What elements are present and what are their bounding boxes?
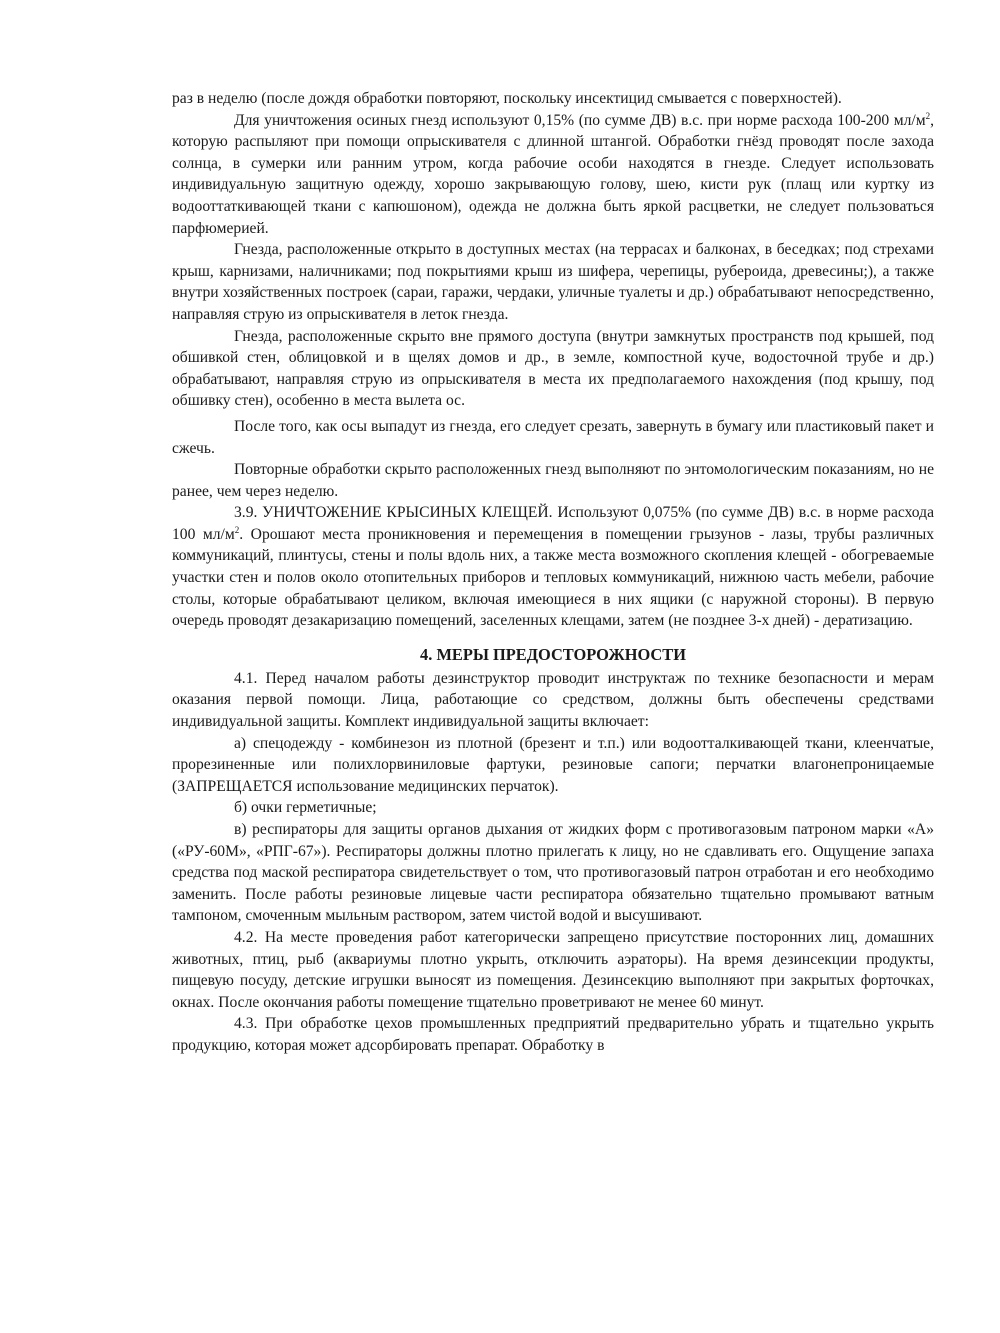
section-title: 4. МЕРЫ ПРЕДОСТОРОЖНОСТИ [420,644,686,664]
paragraph-wasp-nests-rest: , которую распыляют при помощи опрыскивателя с длинной штангой. Обработки гнёзд проводят после захода солнца, в сумерки или ранним утром, когда рабочие особи находятся в гнезде. Следует использовать индивидуальную защитную одежду, хорошо закрывающую голову, шею, кисти рук (плащ или куртку из водооттаткивающей ткани с капюшоном), одежда не должна быть яркой расцветки, не следует пользоваться парфюмерией. [172,111,934,237]
paragraph-4-3: 4.3. При обработке цехов промышленных предприятий предварительно убрать и тщательно укрыть продукцию, которая может адсорбировать препарат. Обработку в [172,1015,934,1054]
paragraph-continuation: раз в неделю (после дождя обработки повторяют, поскольку инсектицид смывается с поверхностей). [172,90,842,107]
paragraph-3-9-start: 3.9. УНИЧТОЖЕНИЕ КРЫСИНЫХ КЛЕЩЕЙ. Используют 0,075% (по сумме ДВ) в.с. в норме расхода 100 мл/м [172,504,934,543]
paragraph-3-9 [172,502,934,632]
paragraph-remove-nest: После того, как осы выпадут из гнезда, его следует срезать, завернуть в бумагу или пластиковый пакет и сжечь. [172,417,934,457]
paragraph-repeat-treatment: Повторные обработки скрыто расположенных гнезд выполняют по энтомологическим показаниям, но не ранее, чем через неделю. [172,461,934,500]
paragraph-4-1-a: а) спецодежду - комбинезон из плотной (брезент и т.п.) или водоотталкивающей ткани, клеенчатые, прорезиненные или полихлорвиниловые фартуки, резиновые сапоги; перчатки влагонепроницаемые (ЗАПРЕЩАЕТСЯ использование медицинских перчаток). [172,734,934,795]
superscript-2: 2 [234,524,240,535]
paragraph-wasp-nests-start: Для уничтожения осиных гнезд используют 0,15% (по сумме ДВ) в.с. при норме расхода 100-200 мл/м [234,111,926,129]
paragraph-3-9-rest: . Орошают места проникновения и перемещения в помещении грызунов - лазы, трубы различных коммуникаций, плинтусы, стены и полы вдоль них, а также места возможного скопления клещей - обогреваемые участки стен и полов около отопительных приборов и тепловых коммуникаций, нижнюю часть мебели, рабочие столы, которые обрабатывают целиком, включая имеющиеся в них ящики (с наружной стороны). В первую очередь проводят дезакаризацию помещений, заселенных клещами, затем (не позднее 3-х дней) - дератизацию. [172,525,934,630]
paragraph-wasp-nests [172,110,934,240]
paragraph-open-nests: Гнезда, расположенные открыто в доступных местах (на террасах и балконах, в беседках; под стрехами крыш, карнизами, наличниками; под покрытиями крыш из шифера, черепицы, рубероида, древесины;), а также внутри хозяйственных построек (сараи, гаражи, чердаки, уличные туалеты и др.) обрабатывают непосредственно, направляя струю из опрыскивателя в леток гнезда. [172,241,934,323]
paragraph-4-1-c: в) респираторы для защиты органов дыхания от жидких форм с противогазовым патроном марки «А» («РУ-60М», «РПГ-67»). Респираторы должны плотно прилегать к лицу, но не сдавливать его. Ощущение запаха средства под маской респиратора свидетельствует о том, что противогазовый патрон отработан и его необходимо заменить. После работы резиновые лицевые части респиратора обязательно тщательно промывают ватным тампоном, смоченным мыльным раствором, затем чистой водой и высушивают. [172,821,934,925]
superscript-2: 2 [925,110,931,121]
paragraph-4-2: 4.2. На месте проведения работ категорически запрещено присутствие посторонних лиц, домашних животных, птиц, рыб (аквариумы плотно укрыть, отключить аэраторы). На время дезинсекции продукты, пищевую посуду, детские игрушки выносят из помещения. Дезинсекцию выполняют при закрытых форточках, окнах. После окончания работы помещение тщательно проветривают не менее 60 минут. [172,928,934,1011]
paragraph-4-1: 4.1. Перед началом работы дезинструктор проводит инструктаж по технике безопасности и мерам оказания первой помощи. Лица, работающие со средством, должны быть обеспечены средствами индивидуальной защиты. Комплект индивидуальной защиты включает: [172,669,934,731]
paragraph-4-1-b: б) очки герметичные; [234,799,377,817]
paragraph-hidden-nests: Гнезда, расположенные скрыто вне прямого доступа (внутри замкнутых пространств под крышей, под обшивкой стен, облицовкой и в щелях домов и др., в земле, компостной куче, водосточной трубе и др.) обрабатывают, направляя струю из опрыскивателя в места их предполагаемого нахождения (под крышу, под обшивку стен), особенно в места вылета ос. [172,327,934,410]
